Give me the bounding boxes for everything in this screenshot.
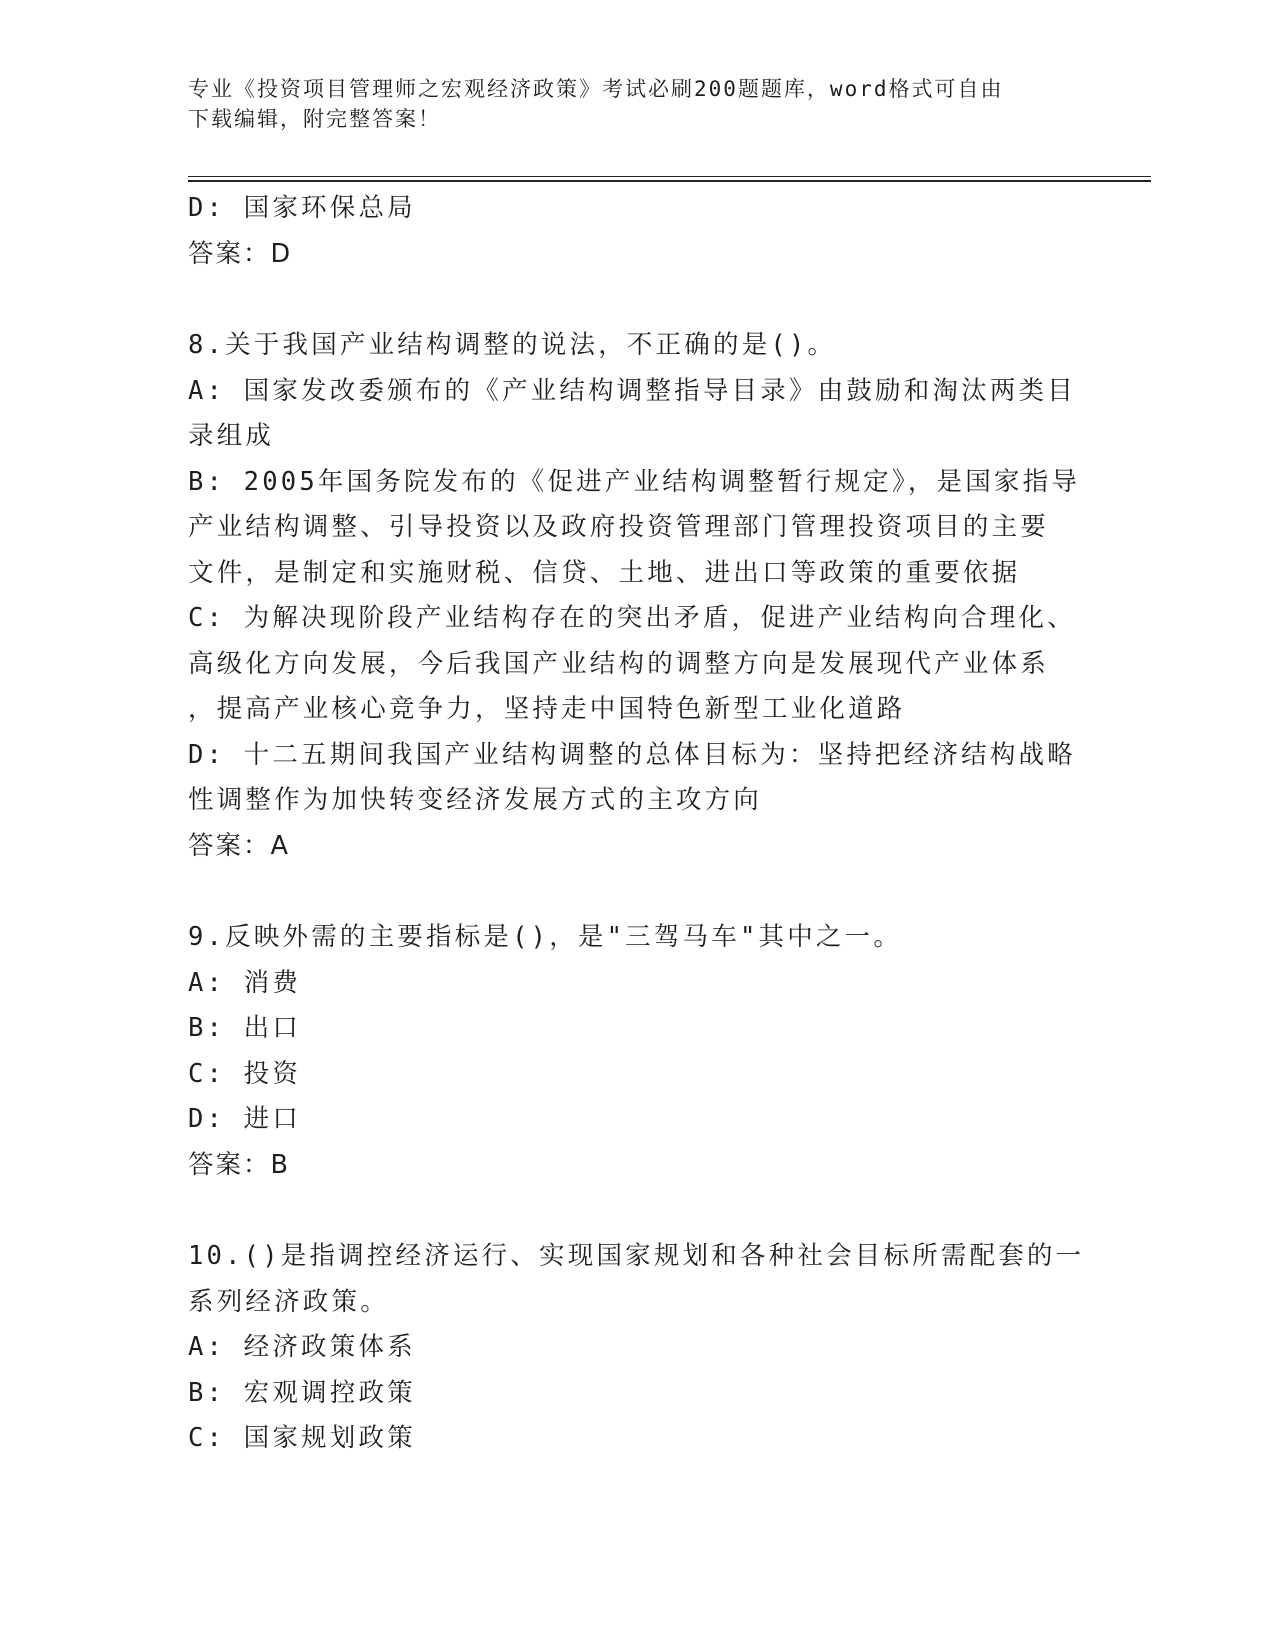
option-b: 文件，是制定和实施财税、信贷、土地、进出口等政策的重要依据 xyxy=(188,557,1021,588)
question-stem: 系列经济政策。 xyxy=(188,1286,389,1317)
question-stem: 10.()是指调控经济运行、实现国家规划和各种社会目标所需配套的一 xyxy=(188,1241,1085,1271)
option-c: ，提高产业核心竞争力，坚持走中国特色新型工业化道路 xyxy=(188,694,906,724)
answer: 答案：D xyxy=(188,238,293,269)
question-8 xyxy=(188,323,1088,869)
option-d: 性调整作为加快转变经济发展方式的主攻方向 xyxy=(188,785,763,815)
option-c: C: 投资 xyxy=(188,1058,302,1089)
option-d: D: 十二五期间我国产业结构调整的总体目标为：坚持把经济结构战略 xyxy=(188,739,1076,770)
question-list xyxy=(188,186,1088,1462)
option-c: C: 为解决现阶段产业结构存在的突出矛盾，促进产业结构向合理化、 xyxy=(188,603,1076,633)
option-b: B: 2005年国务院发布的《促进产业结构调整暂行规定》，是国家指导 xyxy=(188,466,1081,497)
option-a: A: 消费 xyxy=(188,967,302,998)
header-divider xyxy=(188,176,1151,177)
option-d: D: 国家环保总局 xyxy=(188,193,416,223)
header-divider xyxy=(188,180,1151,182)
option-b: B: 出口 xyxy=(188,1013,302,1043)
option-a: A: 经济政策体系 xyxy=(188,1332,416,1362)
option-d: D: 进口 xyxy=(188,1104,302,1134)
option-c: 高级化方向发展，今后我国产业结构的调整方向是发展现代产业体系 xyxy=(188,648,1050,679)
option-a: 录组成 xyxy=(188,421,275,451)
option-c: C: 国家规划政策 xyxy=(188,1423,416,1453)
answer: 答案：B xyxy=(188,1149,290,1180)
document-header xyxy=(188,74,1088,134)
option-b: 产业结构调整、引导投资以及政府投资管理部门管理投资项目的主要 xyxy=(188,512,1050,542)
header-line: 下载编辑，附完整答案！ xyxy=(188,107,441,131)
question-9 xyxy=(188,915,1088,1188)
question-stem: 8.关于我国产业结构调整的说法，不正确的是()。 xyxy=(188,330,837,360)
question-stem: 9.反映外需的主要指标是()，是"三驾马车"其中之一。 xyxy=(188,922,903,952)
question-7 xyxy=(188,186,1088,277)
option-b: B: 宏观调控政策 xyxy=(188,1377,416,1408)
answer: 答案：A xyxy=(188,830,290,861)
header-line: 专业《投资项目管理师之宏观经济政策》考试必刷200题题库，word格式可自由 xyxy=(188,77,1004,101)
question-10 xyxy=(188,1234,1088,1462)
option-a: A: 国家发改委颁布的《产业结构调整指导目录》由鼓励和淘汰两类目 xyxy=(188,375,1076,406)
